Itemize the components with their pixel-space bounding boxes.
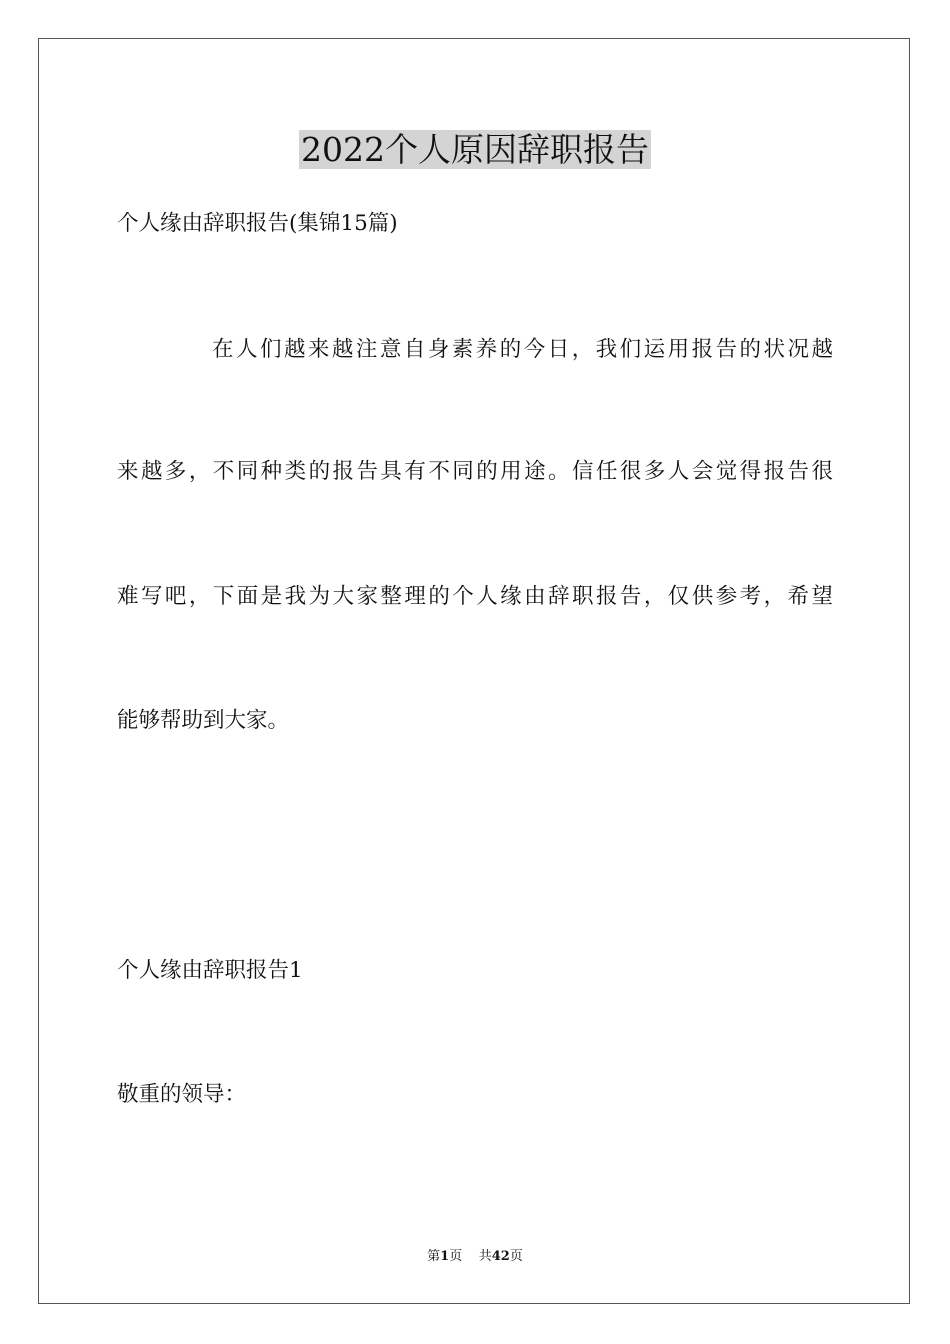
intro-line-2: 来越多，不同种类的报告具有不同的用途。信任很多人会觉得报告很: [117, 459, 833, 484]
footer-page-number: 1: [440, 1249, 450, 1264]
intro-line-3: 难写吧，下面是我为大家整理的个人缘由辞职报告，仅供参考，希望: [117, 584, 833, 609]
footer-page-prefix: 第: [427, 1249, 441, 1264]
intro-line-4: 能够帮助到大家。: [117, 708, 290, 733]
footer-total-suffix: 页: [509, 1249, 523, 1264]
document-title-text: 2022个人原因辞职报告: [301, 130, 649, 169]
footer-total-prefix: 共: [478, 1249, 492, 1264]
section-heading: 个人缘由辞职报告1: [117, 958, 303, 983]
intro-line-1: 在人们越来越注意自身素养的今日，我们运用报告的状况越: [212, 337, 833, 362]
page-footer: [0, 1248, 950, 1266]
footer-page-suffix: 页: [449, 1249, 463, 1264]
footer-total-pages: 42: [491, 1249, 510, 1264]
salutation: 敬重的领导：: [117, 1082, 247, 1107]
document-title: [0, 128, 950, 172]
document-subtitle: 个人缘由辞职报告(集锦15篇): [117, 211, 398, 236]
